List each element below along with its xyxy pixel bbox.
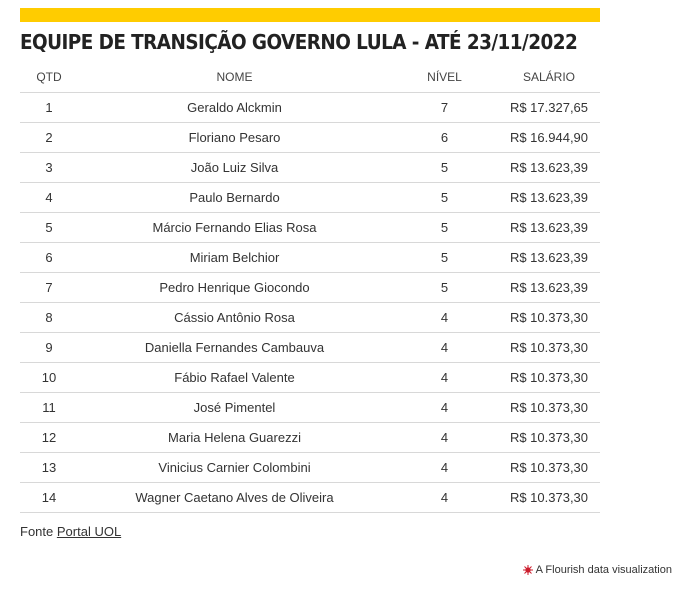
cell-nivel: 5 (391, 243, 498, 273)
cell-nome: Vinicius Carnier Colombini (78, 453, 391, 483)
cell-salario: R$ 10.373,30 (498, 333, 600, 363)
cell-nome: Cássio Antônio Rosa (78, 303, 391, 333)
column-header-nivel: NÍVEL (391, 62, 498, 93)
cell-qtd: 8 (20, 303, 78, 333)
table-row (20, 153, 600, 183)
column-header-nome: NOME (78, 62, 391, 93)
cell-nivel: 5 (391, 273, 498, 303)
cell-nome: José Pimentel (78, 393, 391, 423)
cell-nome: João Luiz Silva (78, 153, 391, 183)
cell-nivel: 4 (391, 483, 498, 513)
cell-qtd: 12 (20, 423, 78, 453)
table-body (20, 93, 600, 513)
table-header-row (20, 62, 600, 93)
cell-nome: Fábio Rafael Valente (78, 363, 391, 393)
flourish-credit[interactable] (523, 564, 672, 576)
table-row (20, 183, 600, 213)
cell-salario: R$ 10.373,30 (498, 453, 600, 483)
cell-nivel: 4 (391, 303, 498, 333)
cell-nome: Daniella Fernandes Cambauva (78, 333, 391, 363)
cell-qtd: 6 (20, 243, 78, 273)
cell-salario: R$ 13.623,39 (498, 213, 600, 243)
cell-nome: Geraldo Alckmin (78, 93, 391, 123)
column-header-salario: SALÁRIO (498, 62, 600, 93)
table-row (20, 93, 600, 123)
cell-salario: R$ 10.373,30 (498, 483, 600, 513)
cell-qtd: 1 (20, 93, 78, 123)
cell-salario: R$ 13.623,39 (498, 153, 600, 183)
cell-nivel: 4 (391, 453, 498, 483)
cell-nome: Pedro Henrique Giocondo (78, 273, 391, 303)
table-row (20, 243, 600, 273)
cell-nome: Floriano Pesaro (78, 123, 391, 153)
source-note (20, 524, 121, 539)
cell-salario: R$ 17.327,65 (498, 93, 600, 123)
table-row (20, 303, 600, 333)
cell-qtd: 2 (20, 123, 78, 153)
table-row (20, 423, 600, 453)
flourish-credit-text: A Flourish data visualization (535, 564, 672, 576)
cell-salario: R$ 10.373,30 (498, 303, 600, 333)
cell-salario: R$ 13.623,39 (498, 183, 600, 213)
cell-qtd: 14 (20, 483, 78, 513)
cell-nivel: 4 (391, 363, 498, 393)
cell-nivel: 5 (391, 183, 498, 213)
cell-salario: R$ 16.944,90 (498, 123, 600, 153)
cell-nivel: 4 (391, 333, 498, 363)
source-link[interactable]: Portal UOL (56, 524, 122, 539)
cell-qtd: 13 (20, 453, 78, 483)
cell-nome: Paulo Bernardo (78, 183, 391, 213)
table-row (20, 273, 600, 303)
table-row (20, 123, 600, 153)
flourish-logo-icon (523, 565, 533, 575)
cell-nome: Márcio Fernando Elias Rosa (78, 213, 391, 243)
cell-qtd: 10 (20, 363, 78, 393)
cell-nivel: 4 (391, 393, 498, 423)
cell-salario: R$ 10.373,30 (498, 393, 600, 423)
table-row (20, 363, 600, 393)
cell-nivel: 6 (391, 123, 498, 153)
accent-bar (20, 8, 600, 22)
page-title: EQUIPE DE TRANSIÇÃO GOVERNO LULA - ATÉ 23/11/2022 (20, 30, 578, 54)
table-row (20, 333, 600, 363)
table-row (20, 393, 600, 423)
cell-salario: R$ 10.373,30 (498, 423, 600, 453)
table-row (20, 453, 600, 483)
cell-nivel: 5 (391, 153, 498, 183)
cell-qtd: 9 (20, 333, 78, 363)
cell-qtd: 7 (20, 273, 78, 303)
cell-salario: R$ 13.623,39 (498, 243, 600, 273)
cell-qtd: 4 (20, 183, 78, 213)
cell-salario: R$ 13.623,39 (498, 273, 600, 303)
cell-nivel: 4 (391, 423, 498, 453)
column-header-qtd: QTD (20, 62, 78, 93)
cell-qtd: 5 (20, 213, 78, 243)
cell-nome: Maria Helena Guarezzi (78, 423, 391, 453)
cell-qtd: 3 (20, 153, 78, 183)
table-row (20, 483, 600, 513)
transition-team-table (20, 62, 600, 513)
source-prefix: Fonte (20, 524, 54, 539)
cell-nome: Miriam Belchior (78, 243, 391, 273)
table-row (20, 213, 600, 243)
cell-nivel: 5 (391, 213, 498, 243)
cell-salario: R$ 10.373,30 (498, 363, 600, 393)
cell-nome: Wagner Caetano Alves de Oliveira (78, 483, 391, 513)
cell-qtd: 11 (20, 393, 78, 423)
cell-nivel: 7 (391, 93, 498, 123)
